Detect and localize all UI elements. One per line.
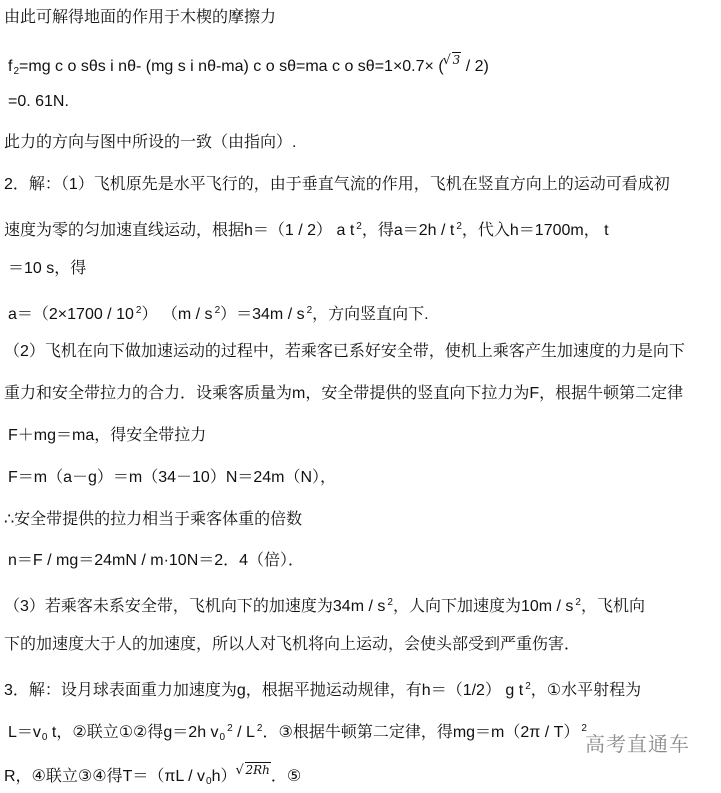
text-run: 下的加速度大于人的加速度，所以人对飞机将向上运动，会使头部受到严重伤害． xyxy=(4,636,581,653)
text-run: ．③根据牛顿第二定律，得mg＝m（2π / T） xyxy=(262,723,580,741)
text-run: 2．解：（1）飞机原先是水平飞行的，由于垂直气流的作用，飞机在竖直方向上的运动可看成初 xyxy=(4,176,670,194)
superscript: 2 xyxy=(135,304,142,316)
text-run: L＝v xyxy=(8,723,41,741)
text-run: ，代入h＝1700m， t xyxy=(461,222,609,239)
text-line xyxy=(8,467,336,489)
text-run: （3）若乘客未系安全带，飞机向下的加速度为34m / s xyxy=(4,598,386,616)
text-run: ，得a＝2h / t xyxy=(361,222,455,239)
text-run: n＝F / mg＝24mN / m·10N＝2．4（倍）． xyxy=(8,552,305,570)
text-run: ，方向竖直向下. xyxy=(312,305,429,323)
superscript: 2 xyxy=(256,722,263,734)
text-line xyxy=(4,174,670,196)
text-line xyxy=(8,550,304,572)
text-line xyxy=(4,592,645,614)
text-line xyxy=(4,383,683,405)
text-line xyxy=(8,425,206,447)
text-run: R，④联立③④得T＝（πL / v xyxy=(4,768,206,786)
text-run: a＝（2×1700 / 10 xyxy=(8,305,134,323)
superscript: 2 xyxy=(581,722,587,734)
text-run: （2）飞机在向下做加速运动的过程中，若乘客已系好安全带，使机上乘客产生加速度的力是向下 xyxy=(4,343,685,361)
text-run: / L xyxy=(232,723,255,741)
subscript: 2 xyxy=(13,65,20,77)
text-run: ＝10 s，得 xyxy=(8,259,87,277)
text-line xyxy=(4,509,302,531)
text-run: F＋mg＝ma，得安全带拉力 xyxy=(8,427,207,444)
text-line xyxy=(8,300,429,322)
text-line xyxy=(8,49,489,77)
text-run: ．⑤ xyxy=(270,768,302,786)
text-run: ，飞机向 xyxy=(580,598,645,616)
text-run: ，①水平射程为 xyxy=(530,681,642,699)
text-line xyxy=(4,634,580,656)
text-run: ∴安全带提供的拉力相当于乘客体重的倍数 xyxy=(4,510,303,528)
text-line xyxy=(4,7,276,29)
text-line xyxy=(4,341,685,363)
text-run: =mg c o sθs i nθ- (mg s i nθ-ma) c o sθ=ma c o sθ=1×0.7× ( xyxy=(19,57,444,75)
text-run: 重力和安全带拉力的合力．设乘客质量为m，安全带提供的竖直向下拉力为F，根据牛顿第二定律 xyxy=(4,385,684,403)
text-run: h） xyxy=(211,768,237,786)
text-run: 速度为零的匀加速直线运动，根据h＝（1 / 2） a t xyxy=(4,222,355,239)
square-root: √ $^3$ xyxy=(452,52,462,67)
text-line xyxy=(8,718,587,743)
text-run: F＝m（a－g）＝m（34－10）N＝24m（N）， xyxy=(8,468,337,486)
text-run: / 2) xyxy=(461,57,489,75)
text-run: t，②联立①②得g＝2h v xyxy=(47,723,219,741)
watermark: 高考直通车 xyxy=(585,732,690,756)
text-run: 由此可解得地面的作用于木楔的摩擦力 xyxy=(4,9,277,26)
text-run: =0. 61N. xyxy=(8,92,69,110)
text-line xyxy=(4,216,609,238)
text-run: 此力的方向与图中所设的一致（由指向）. xyxy=(4,134,297,152)
superscript: 2 xyxy=(456,221,462,232)
text-run: f xyxy=(8,57,13,75)
superscript: 2 xyxy=(575,597,581,609)
subscript: 0 xyxy=(206,776,212,788)
square-root: √ $^{2Rh}$ xyxy=(245,762,271,777)
text-line xyxy=(4,132,296,154)
text-run: ） （m / s xyxy=(141,305,213,323)
text-run: ，人向下加速度为10m / s xyxy=(392,598,574,616)
superscript: 2 xyxy=(214,304,221,316)
superscript: 2 xyxy=(525,680,531,692)
text-line xyxy=(4,676,641,698)
subscript: 0 xyxy=(41,731,48,743)
text-line xyxy=(4,759,302,788)
superscript: 2 xyxy=(387,597,393,609)
text-run: 3．解：设月球表面重力加速度为g，根据平抛运动规律，有h＝（1/2） g t xyxy=(4,681,524,699)
text-line xyxy=(8,258,86,280)
superscript: 2 xyxy=(227,722,233,734)
text-run: ）＝34m / s xyxy=(220,305,305,323)
superscript: 2 xyxy=(306,304,313,316)
superscript: 2 xyxy=(356,221,362,232)
subscript: 0 xyxy=(219,731,226,743)
text-line xyxy=(8,91,69,113)
